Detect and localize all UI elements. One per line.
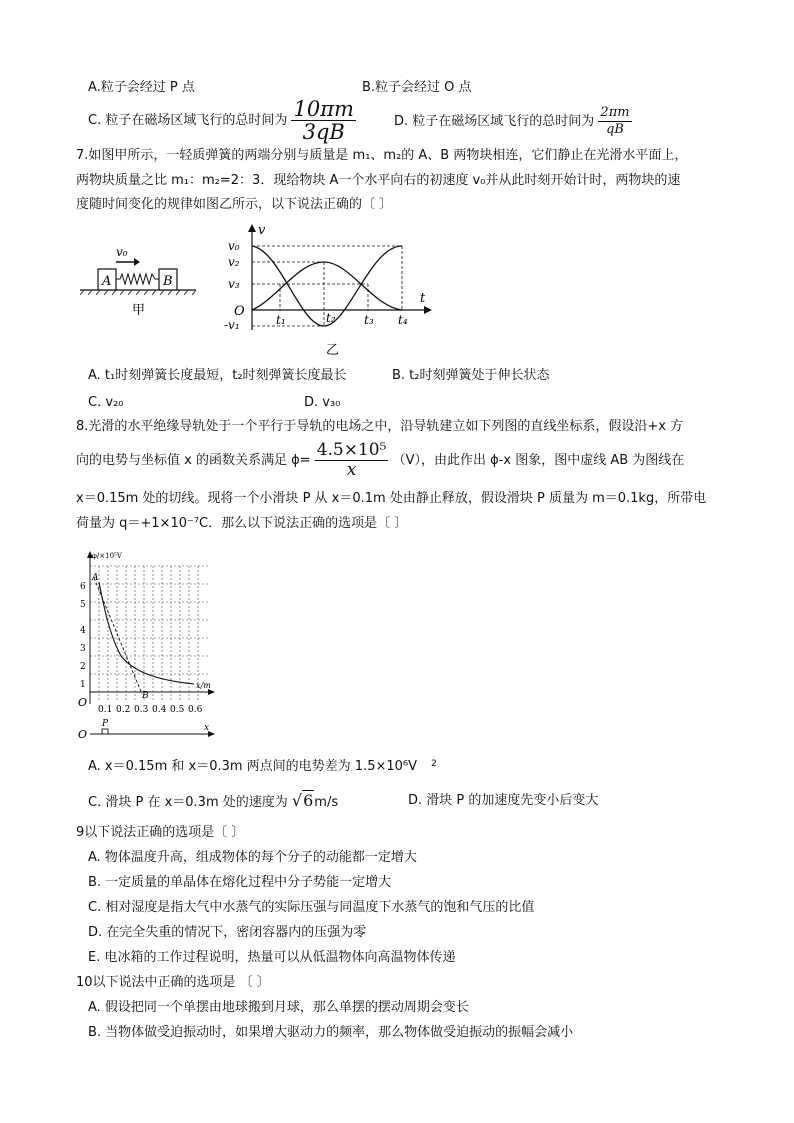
q7-block-b-label: B [163,274,173,289]
q7-v0-label: v₀ [116,245,128,259]
q8-point-p: P [102,719,109,729]
q8-ytick-4: 4 [80,626,86,636]
q8-option-a [88,758,437,777]
q7-option-d: D. v₃₀ [304,395,341,410]
q7-v2-tick: v₂ [228,255,240,269]
q6-option-d-text: D. 粒子在磁场区域飞行的总时间为 [394,114,595,129]
q8-stem-line2 [76,441,684,481]
q8-option-c-unit: m/s [314,795,339,810]
q7-figure-jia [76,238,206,318]
q7-option-b: B. t₂时刻弹簧处于伸长状态 [392,368,550,383]
q8-stem-line1: 8.光滑的水平绝缘导轨处于一个平行于导轨的电场之中，沿导轨建立如下列图的直线坐标系，假设沿+x 方 [76,419,684,434]
q7-t3-tick: t₃ [364,313,374,327]
q6-c-frac-den: 3qB [302,120,345,144]
q8-graph-ylabel: φ/×10⁵V [92,552,122,560]
q7-option-a: A. t₁时刻弹簧长度最短，t₂时刻弹簧长度最长 [88,368,347,383]
q8-stem-line4: 荷量为 q＝+1×10⁻⁷C．那么以下说法正确的选项是〔 〕 [76,516,408,531]
q6-c-frac-num: 10πm [293,97,354,121]
q8-option-a-extra: 2 [431,759,437,769]
q8-graph-origin: O [78,696,88,709]
q7-figure-yi [220,222,440,362]
q7-stem-line1: 7.如图甲所示，一轻质弹簧的两端分别与质量是 m₁、m₂的 A、B 两物块相连，它们静止在光滑水平面上， [76,148,688,163]
q9-option-a: A. 物体温度升高，组成物体的每个分子的动能都一定增大 [88,850,417,865]
q10-option-a: A. 假设把同一个单摆由地球搬到月球，那么单摆的摆动周期会变长 [88,1000,469,1015]
q8-xtick-06: 0.6 [188,705,203,715]
q8-stem-line2-b: （V），由此作出 ϕ-x 图象，图中虚线 AB 为图线在 [392,453,685,468]
q8-lower-axis-x: x [204,723,210,733]
q7-option-c: C. v₂₀ [88,395,124,410]
q8-ytick-1: 1 [80,680,86,690]
q8-phi-x-graph [76,548,226,746]
q7-t4-tick: t₄ [398,313,408,327]
q6-option-c-text: C. 粒子在磁场区域飞行的总时间为 [88,113,288,128]
q8-frac-den: x [346,460,357,480]
q7-origin-label: O [234,304,245,319]
q6-c-fraction [291,98,355,143]
q7-axis-t-label: t [420,291,426,306]
q8-stem-line2-a: 向的电势与坐标值 x 的函数关系满足 ϕ= [76,453,311,468]
q7-v3-tick: v₃ [228,277,240,291]
q6-option-d [394,102,632,142]
q8-option-d: D. 滑块 P 的加速度先变小后变大 [408,793,599,808]
q9-option-e: E. 电冰箱的工作过程说明，热量可以从低温物体向高温物体传递 [88,950,456,965]
q8-ytick-3: 3 [80,644,86,654]
q9-option-c: C. 相对湿度是指大气中水蒸气的实际压强与同温度下水蒸气的饱和气压的比值 [88,900,535,915]
q8-xtick-04: 0.4 [152,705,167,715]
q8-stem-line3: x＝0.15m 处的切线。现将一个小滑块 P 从 x＝0.1m 处由静止释放，假设滑块 P 质量为 m＝0.1kg，所带电 [76,491,707,506]
q7-curve-b [252,262,402,310]
q7-axis-v-label: v [258,223,266,238]
q10-option-b: B. 当物体做受迫振动时，如果增大驱动力的频率，那么物体做受迫振动的振幅会减小 [88,1025,574,1040]
q7-t2-tick: t₂ [326,311,336,325]
q7-caption-jia: 甲 [132,303,146,318]
q8-xtick-02: 0.2 [116,705,131,715]
q8-frac-num: 4.5×10⁵ [316,440,387,460]
q8-sqrt6: √6 [291,791,314,810]
q6-d-frac-den: qB [606,122,624,137]
q7-v0-tick: v₀ [228,239,240,253]
q6-option-c [88,98,356,144]
q9-stem: 9以下说法正确的选项是〔 〕 [76,825,245,840]
q9-option-b: B. 一定质量的单晶体在熔化过程中分子势能一定增大 [88,875,392,890]
q9-option-d: D. 在完全失重的情况下，密闭容器内的压强为零 [88,925,367,940]
q7-stem-line2: 两物块质量之比 m₁：m₂=2：3．现给物块 A一个水平向右的初速度 v₀并从此时刻开始计时，两物块的速 [76,173,681,188]
q7-stem-line3: 度随时间变化的规律如图乙所示，以下说法正确的〔 〕 [76,197,393,212]
q7-spring [116,274,159,284]
q6-d-frac-num: 2πm [600,105,630,120]
q8-point-b: B [142,691,149,701]
q6-d-fraction [598,105,631,138]
q8-xtick-05: 0.5 [170,705,185,715]
q8-phi-curve [99,582,194,684]
q8-ytick-5: 5 [80,600,86,610]
q7-block-a-label: A [102,274,112,289]
q10-stem: 10以下说法中正确的选项是 〔 〕 [76,975,270,990]
q7-t1-tick: t₁ [276,313,286,327]
q8-option-c-text: C. 滑块 P 在 x＝0.3m 处的速度为 [88,795,288,810]
q8-ytick-6: 6 [80,582,86,592]
q6-option-b: B.粒子会经过 O 点 [362,80,472,95]
q8-point-a: A [92,573,99,583]
q8-option-a-text: A. x＝0.15m 和 x＝0.3m 两点间的电势差为 1.5×10⁶V [88,759,418,774]
q8-graph-xlabel: x/m [196,681,211,690]
q8-xtick-01: 0.1 [98,705,113,715]
q8-ytick-2: 2 [80,662,86,672]
q8-phi-fraction [315,441,389,480]
q6-option-a: A.粒子会经过 P 点 [88,80,195,95]
q8-xtick-03: 0.3 [134,705,149,715]
q8-lower-origin: O [78,728,88,741]
q8-option-c [88,788,338,816]
q8-slider-p [102,729,108,734]
q7-neg-v1-tick: -v₁ [224,318,240,332]
q7-caption-yi: 乙 [326,343,340,358]
q8-sqrt-radicand: 6 [303,791,314,810]
